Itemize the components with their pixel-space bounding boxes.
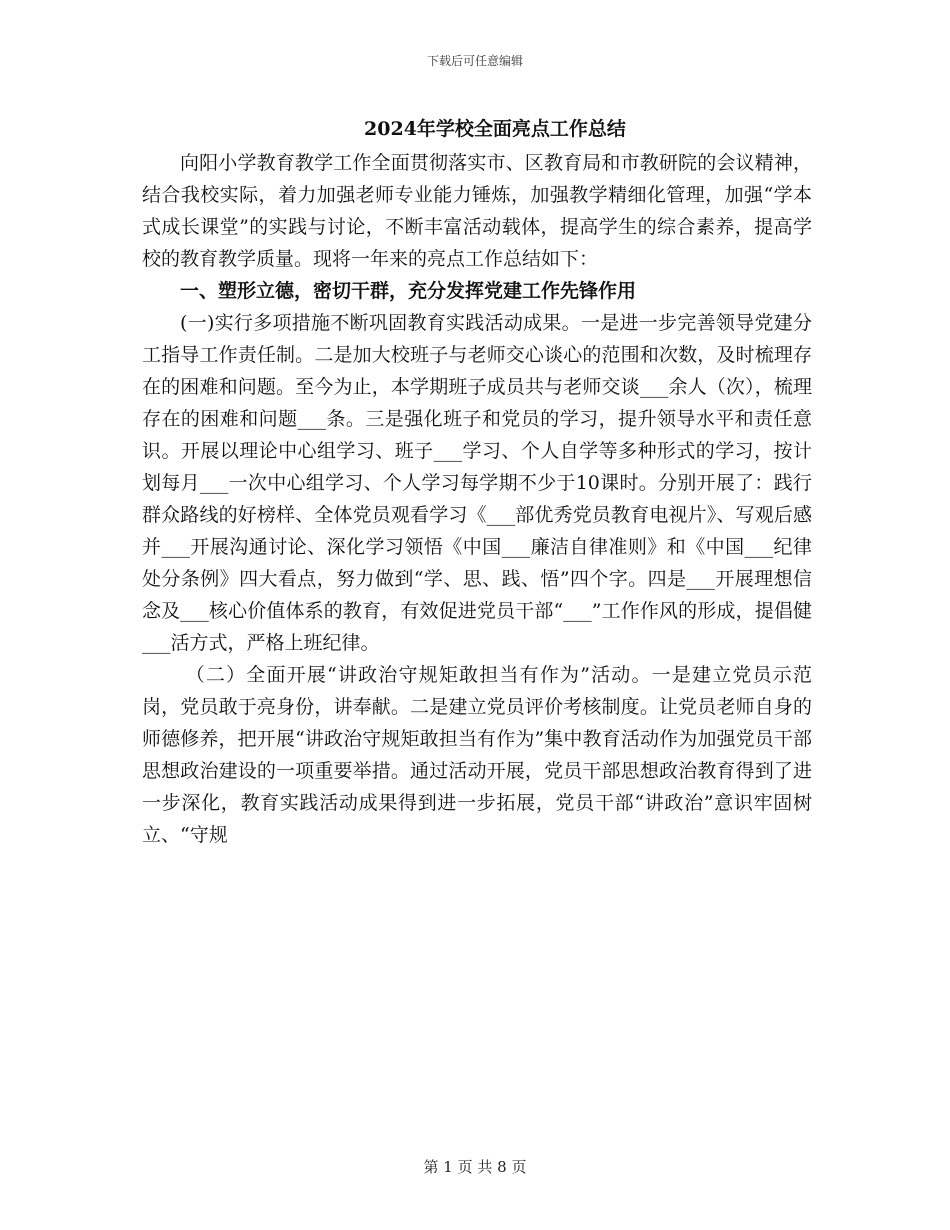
page-number: 第 1 页 共 8 页 [423,1158,527,1176]
document-title: 2024年学校全面亮点工作总结 [364,118,626,140]
section-heading: 一、塑形立德，密切干群，充分发挥党建工作先锋作用 [180,280,637,302]
subsection-1-paragraph: (一)实行多项措施不断巩固教育实践活动成果。一是进一步完善领导党建分工指导工作责任制。二是加大校班子与老师交心谈心的范围和次数，及时梳理存在的困难和问题。至今为止，本学期班子成员共与老师交谈___余人（次），梳理存在的困难和问题___条。三是强化班子和党员的学习，提升领导水平和责任意识。开展以理论中心组学习、班子___学习、个人自学等多种形式的学习，按计划每月___一次中心组学习、个人学习每学期不少于10课时。分别开展了：践行群众路线的好榜样、全体党员观看学习《___部优秀党员教育电视片》、写观后感并___开展沟通讨论、深化学习领悟《中国___廉洁自律准则》和《中国___纪律处分条例》四大看点，努力做到“学、思、践、悟”四个字。四是___开展理想信念及___核心价值体系的教育，有效促进党员干部“___”工作作风的形成，提倡健___活方式，严格上班纪律。 [142,312,812,654]
document-body [142,147,812,851]
subsection-2-paragraph: （二）全面开展“讲政治守规矩敢担当有作为”活动。一是建立党员示范岗，党员敢于亮身份，讲奉献。二是建立党员评价考核制度。让党员老师自身的师德修养，把开展“讲政治守规矩敢担当有作为”集中教育活动作为加强党员干部思想政治建设的一项重要举措。通过活动开展，党员干部思想政治教育得到了进一步深化，教育实践活动成果得到进一步拓展，党员干部“讲政治”意识牢固树立、“守规 [142,664,812,846]
header-note: 下载后可任意编辑 [426,54,523,68]
intro-paragraph: 向阳小学教育教学工作全面贯彻落实市、区教育局和市教研院的会议精神，结合我校实际，着力加强老师专业能力锤炼，加强教学精细化管理，加强“学本式成长课堂”的实践与讨论，不断丰富活动载体，提高学生的综合素养，提高学校的教育教学质量。现将一年来的亮点工作总结如下： [142,152,812,270]
